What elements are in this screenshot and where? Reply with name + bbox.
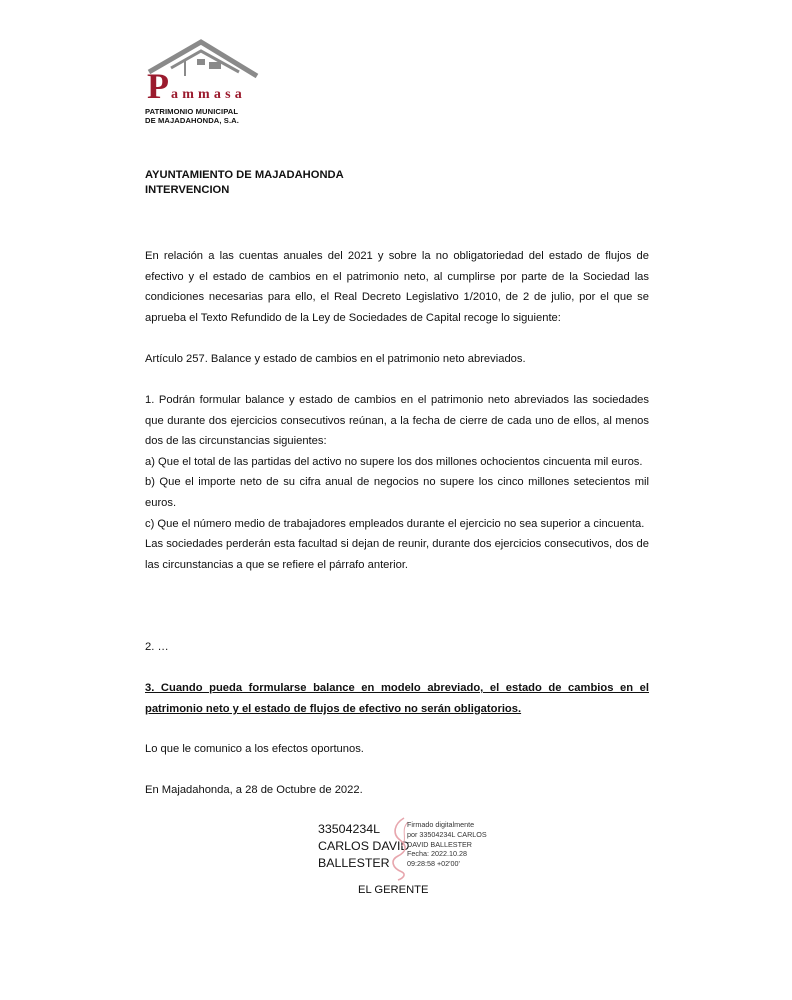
signature-detail-line5: 09:28:58 +02'00' xyxy=(407,859,460,869)
addressee-block xyxy=(145,168,344,197)
place-date-text: En Majadahonda, a 28 de Octubre de 2022. xyxy=(145,784,363,796)
signer-role: EL GERENTE xyxy=(358,884,429,896)
logo-caption xyxy=(145,107,239,125)
signer-name-line1: 33504234L xyxy=(318,822,381,836)
article-title: Artículo 257. Balance y estado de cambios en el patrimonio neto abreviados. xyxy=(145,353,526,365)
signer-name-line3: BALLESTER xyxy=(318,856,390,870)
communication-paragraph xyxy=(145,739,649,760)
item-a: a) Que el total de las partidas del activo no supere los dos millones ochocientos cincuenta mil euros. xyxy=(145,455,643,468)
article-point-3 xyxy=(145,678,649,719)
house-roof-logo-icon xyxy=(145,38,270,108)
item-b: b) Que el importe neto de su cifra anual de negocios no supere los cinco millones setecientos mil euros. xyxy=(145,476,649,509)
intro-paragraph xyxy=(145,246,649,328)
place-date-paragraph xyxy=(145,780,649,801)
article-point-2 xyxy=(145,637,649,658)
signature-detail-line2: por 33504234L CARLOS xyxy=(407,829,487,839)
communication-text: Lo que le comunico a los efectos oportunos. xyxy=(145,743,364,755)
intro-text: En relación a las cuentas anuales del 2021 y sobre la no obligatoriedad del estado de flujos de efectivo y el estado de cambios en el patrimonio neto, al cumplirse por parte de la Sociedad las condiciones necesarias para ello, el Real Decreto Legislativo 1/2010, de 2 de julio, por el que se aprueba el Texto Refundido de la Ley de Sociedades de Capital recoge lo siguiente: xyxy=(145,250,649,324)
article-title-paragraph xyxy=(145,349,649,370)
point-2-text: 2. … xyxy=(145,641,169,653)
signature-detail-line4: Fecha: 2022.10.28 xyxy=(407,849,467,859)
point-3-text: 3. Cuando pueda formularse balance en modelo abreviado, el estado de cambios en el patrimonio neto y el estado de flujos de efectivo no serán obligatorios. xyxy=(145,682,649,715)
addressee-line1: AYUNTAMIENTO DE MAJADAHONDA xyxy=(145,169,344,181)
company-logo xyxy=(145,38,270,128)
closing-rule: Las sociedades perderán esta facultad si dejan de reunir, durante dos ejercicios consecutivos, dos de las circunstancias a que se refiere el párrafo anterior. xyxy=(145,538,649,571)
signer-name-line2: CARLOS DAVID xyxy=(318,839,410,853)
signature-detail-line3: DAVID BALLESTER xyxy=(407,839,472,849)
signature-details xyxy=(407,820,487,869)
addressee-line2: INTERVENCION xyxy=(145,183,230,196)
logo-caption-line1: PATRIMONIO MUNICIPAL xyxy=(145,107,239,116)
point-1-text: 1. Podrán formular balance y estado de cambios en el patrimonio neto abreviados las sociedades que durante dos ejercicios consecutivos reúnan, a la fecha de cierre de cada uno de ellos, al menos dos de las circunstancias siguientes: xyxy=(145,394,649,448)
signature-detail-line1: Firmado digitalmente xyxy=(407,820,475,829)
logo-caption-line2: DE MAJADAHONDA, S.A. xyxy=(145,116,239,125)
article-point-1 xyxy=(145,390,649,575)
svg-text:P: P xyxy=(147,66,169,106)
item-c: c) Que el número medio de trabajadores empleados durante el ejercicio no sea superior a cincuenta. xyxy=(145,517,645,530)
svg-text:ammasa: ammasa xyxy=(171,87,246,102)
